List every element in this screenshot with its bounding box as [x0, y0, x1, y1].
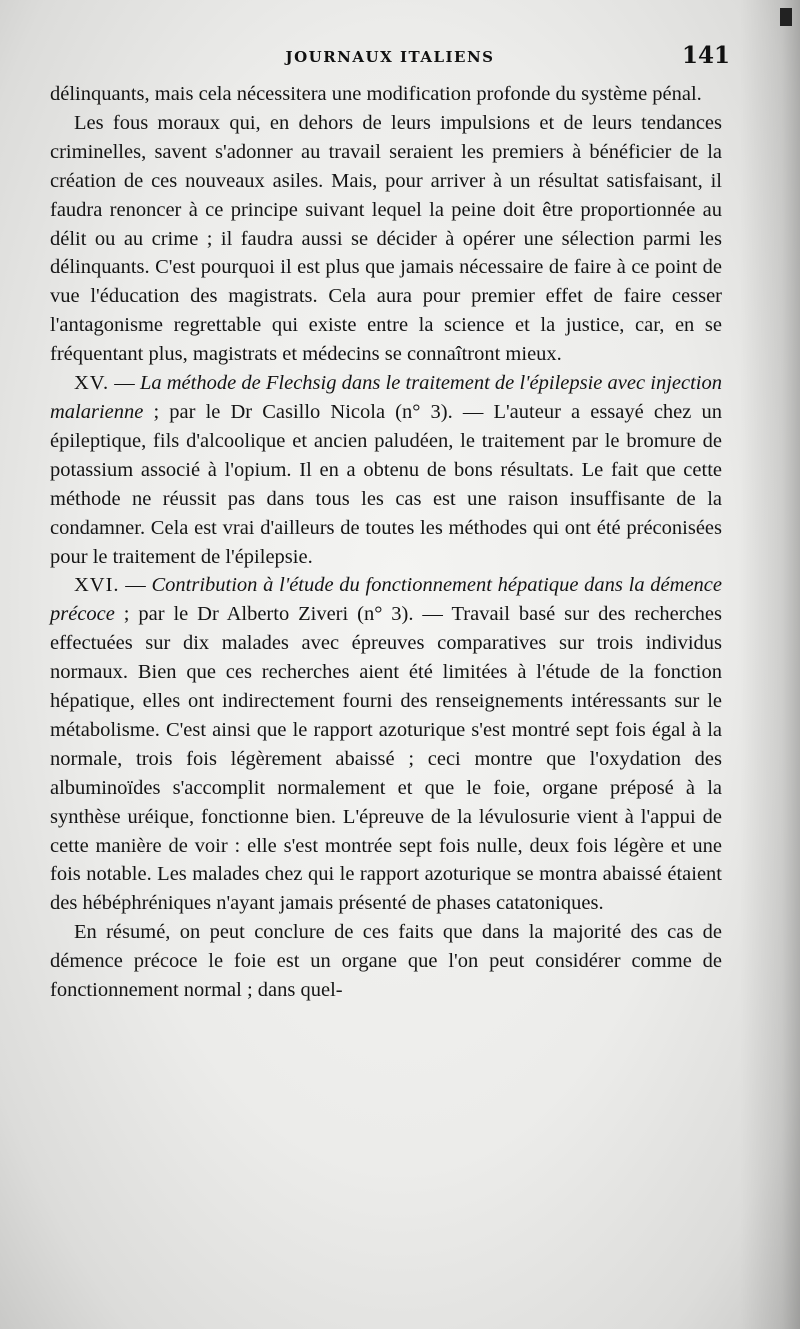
paragraph-continuation: délinquants, mais cela nécessitera une modification profonde du système pénal. [50, 83, 702, 105]
section-body: — Travail basé sur des recherches effectuées sur dix malades avec épreuves comparatives sur trois individus normaux. Bien que ces recherches aient été limitées à l'étude de la fonction hépatique, elles ont indirectement fourni des renseignements intéressants sur le métabolisme. C'est ainsi que le rapport azoturique s'est montré sept fois égal à la normale, trois fois légèrement abaissé ; ceci montre que l'oxydation des albuminoïdes s'accomplit normalement et que le foie, organe préposé à la synthèse uréique, fonctionne bien. L'épreuve de la lévulosurie vient à l'appui de cette manière de voir : elle s'est montrée sept fois nulle, deux fois légère et une fois notable. Les malades chez qui le rapport azoturique se montra abaissé étaient des hébéphréniques n'ayant jamais présenté de phases catatoniques. [50, 603, 723, 915]
section-dash: — [109, 372, 140, 395]
section-author: ; par le Dr Casillo Nicola (n° 3). [143, 400, 453, 423]
section-body: — L'auteur a essayé chez un épileptique, fils d'alcoolique et ancien paludéen, le traitement par le bromure de potassium associé à l'opium. Il en a obtenu de bons résultats. Le fait que cette méthode ne réussit pas dans tous les cas est une raison insuffisante de la condamner. Cela est vrai d'ailleurs de toutes les méthodes qui ont été préconisées pour le traitement de l'épilepsie. [50, 400, 722, 568]
section-dash: — [119, 574, 152, 597]
section-xvi [50, 571, 722, 918]
section-title: Contribution à l'étude du fonctionnement hépatique dans la démence précoce [50, 574, 722, 626]
paragraph-fous-moraux: Les fous moraux qui, en dehors de leurs impulsions et de leurs tendances criminelles, savent s'adonner au travail seraient les premiers à bénéficier de la création de ces nouveaux asiles. Mais, pour arriver à un résultat satisfaisant, il faudra renoncer à ce principe suivant lequel la peine doit être proportionnée au délit ou au crime ; il faudra aussi se décider à opérer une sélection parmi les délinquants. C'est pourquoi il est plus que jamais nécessaire de faire à ce point de vue l'éducation des magistrats. Cela aura pour premier effet de faire cesser l'antagonisme regrettable qui existe entre la science et la justice, car, en se fréquentant plus, magistrats et médecins se connaîtront mieux. [50, 111, 722, 366]
page-edge-shadow [740, 0, 800, 1329]
body-text [50, 80, 722, 1005]
page-number: 141 [681, 42, 730, 69]
section-number: XVI. [74, 574, 120, 597]
section-author: ; par le Dr Alberto Ziveri (n° 3). [114, 603, 414, 626]
running-title: JOURNAUX ITALIENS [285, 48, 495, 66]
corner-mark [780, 8, 792, 26]
section-title: La méthode de Flechsig dans le traitement de l'épilepsie avec injection malarienne [50, 372, 723, 423]
section-number: XV. [74, 372, 110, 395]
page-header [50, 44, 730, 76]
paragraph-resume: En résumé, on peut conclure de ces faits que dans la majorité des cas de démence précoce le foie est un organe que l'on peut considérer comme de fonctionnement normal ; dans quel- [50, 921, 722, 1002]
section-xv [50, 369, 722, 571]
